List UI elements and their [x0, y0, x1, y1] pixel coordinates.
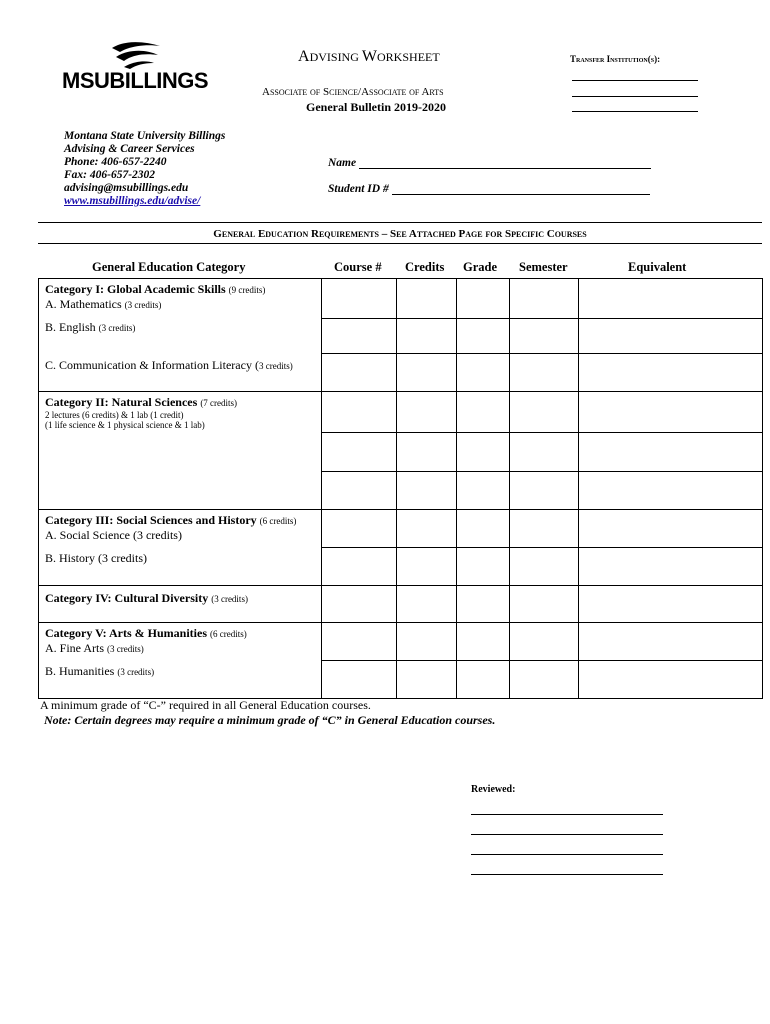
contact-fax: Fax: 406-657-2302 [64, 169, 156, 181]
category-1b-credits: (3 credits) [98, 323, 136, 333]
col-header-credits: Credits [405, 260, 445, 274]
equivalent-cell[interactable] [579, 433, 763, 472]
course-cell[interactable] [322, 279, 397, 319]
category-5a-credits: (3 credits) [107, 644, 144, 654]
semester-cell[interactable] [510, 319, 579, 354]
grade-cell[interactable] [457, 548, 510, 586]
page-title: ADVISING WORKSHEET [298, 48, 440, 65]
semester-cell[interactable] [510, 586, 579, 623]
transfer-institution-label: Transfer Institution(s): [570, 54, 661, 64]
grade-cell[interactable] [457, 279, 510, 319]
transfer-institution-line-2[interactable] [572, 96, 698, 97]
grade-cell[interactable] [457, 319, 510, 354]
category-1a-name: A. Mathematics [45, 297, 122, 311]
grade-cell[interactable] [457, 472, 510, 510]
category-5-cell [39, 623, 322, 699]
category-3-cell [39, 510, 322, 586]
student-id-input-line[interactable] [392, 184, 650, 195]
contact-phone: Phone: 406-657-2240 [64, 156, 167, 168]
course-cell[interactable] [322, 319, 397, 354]
semester-cell[interactable] [510, 510, 579, 548]
equivalent-cell[interactable] [579, 586, 763, 623]
name-field-row [328, 157, 651, 169]
table-row [39, 279, 763, 319]
semester-cell[interactable] [510, 354, 579, 392]
category-2-cell [39, 392, 322, 510]
reviewed-line-1[interactable] [471, 814, 663, 815]
category-1-name: Category I: Global Academic Skills [45, 282, 226, 296]
course-cell[interactable] [322, 623, 397, 661]
table-row [39, 586, 763, 623]
category-1c-credits: 3 credits) [258, 361, 293, 371]
credits-cell[interactable] [397, 433, 457, 472]
semester-cell[interactable] [510, 472, 579, 510]
col-header-course: Course # [334, 260, 382, 274]
table-row [39, 623, 763, 661]
equivalent-cell[interactable] [579, 548, 763, 586]
equivalent-cell[interactable] [579, 319, 763, 354]
category-3a-name: A. Social Science (3 credits) [45, 528, 182, 542]
equivalent-cell[interactable] [579, 623, 763, 661]
gen-ed-table [38, 278, 763, 699]
student-id-label: Student ID # [328, 183, 389, 195]
contact-website-link[interactable]: www.msubillings.edu/advise/ [64, 195, 201, 207]
reviewed-line-2[interactable] [471, 834, 663, 835]
transfer-institution-line-1[interactable] [572, 80, 698, 81]
top-divider [38, 222, 762, 223]
course-cell[interactable] [322, 548, 397, 586]
transfer-institution-line-3[interactable] [572, 111, 698, 112]
grade-cell[interactable] [457, 354, 510, 392]
category-3-name: Category III: Social Sciences and History [45, 513, 257, 527]
semester-cell[interactable] [510, 623, 579, 661]
logo-swoosh-icon [110, 42, 162, 70]
student-id-field-row [328, 183, 650, 195]
category-2-name: Category II: Natural Sciences [45, 395, 198, 409]
category-4-cell [39, 586, 322, 623]
course-cell[interactable] [322, 586, 397, 623]
credits-cell[interactable] [397, 661, 457, 699]
category-5-name: Category V: Arts & Humanities [45, 626, 207, 640]
equivalent-cell[interactable] [579, 279, 763, 319]
category-2-detail-1: 2 lectures (6 credits) & 1 lab (1 credit) [45, 410, 184, 420]
credits-cell[interactable] [397, 510, 457, 548]
table-row [39, 510, 763, 548]
bottom-divider [38, 243, 762, 244]
bulletin-subtitle: General Bulletin 2019-2020 [306, 100, 446, 114]
category-4-name: Category IV: Cultural Diversity [45, 591, 209, 605]
grade-cell[interactable] [457, 586, 510, 623]
credits-cell[interactable] [397, 319, 457, 354]
category-5b-credits: (3 credits) [117, 667, 155, 677]
course-cell[interactable] [322, 354, 397, 392]
course-cell[interactable] [322, 433, 397, 472]
equivalent-cell[interactable] [579, 661, 763, 699]
msu-billings-logo [62, 40, 214, 96]
name-input-line[interactable] [359, 158, 651, 169]
course-cell[interactable] [322, 392, 397, 433]
credits-cell[interactable] [397, 623, 457, 661]
contact-email: advising@msubillings.edu [64, 182, 189, 194]
gen-ed-heading: General Education Requirements – See Attached Page for Specific Courses [213, 228, 587, 240]
reviewed-line-3[interactable] [471, 854, 663, 855]
col-header-equivalent: Equivalent [628, 260, 687, 274]
grade-cell[interactable] [457, 510, 510, 548]
semester-cell[interactable] [510, 661, 579, 699]
category-2-credits: (7 credits) [200, 398, 238, 408]
degree-subtitle: Associate of Science/Associate of Arts [262, 86, 444, 98]
logo-text: MSUBILLINGS [62, 68, 209, 93]
category-4-credits: (3 credits) [211, 594, 248, 604]
category-5b-name: B. Humanities [45, 664, 115, 678]
credits-cell[interactable] [397, 354, 457, 392]
category-1c-name: C. Communication & Information Literacy ( [45, 358, 259, 372]
credits-cell[interactable] [397, 472, 457, 510]
category-3b-name: B. History (3 credits) [45, 551, 147, 565]
credits-cell[interactable] [397, 279, 457, 319]
equivalent-cell[interactable] [579, 354, 763, 392]
name-label: Name [328, 157, 357, 169]
equivalent-cell[interactable] [579, 472, 763, 510]
equivalent-cell[interactable] [579, 392, 763, 433]
grade-cell[interactable] [457, 623, 510, 661]
semester-cell[interactable] [510, 433, 579, 472]
equivalent-cell[interactable] [579, 510, 763, 548]
reviewed-line-4[interactable] [471, 874, 663, 875]
table-row [39, 392, 763, 433]
credits-cell[interactable] [397, 586, 457, 623]
semester-cell[interactable] [510, 392, 579, 433]
contact-block [64, 130, 225, 208]
course-cell[interactable] [322, 661, 397, 699]
grade-cell[interactable] [457, 392, 510, 433]
semester-cell[interactable] [510, 279, 579, 319]
credits-cell[interactable] [397, 392, 457, 433]
credits-cell[interactable] [397, 548, 457, 586]
category-2-detail-2: (1 life science & 1 physical science & 1 lab) [45, 420, 205, 430]
category-1-cell [39, 279, 322, 392]
course-cell[interactable] [322, 510, 397, 548]
min-grade-note: A minimum grade of “C-” required in all General Education courses. [40, 698, 371, 712]
category-1b-name: B. English [45, 320, 96, 334]
col-header-semester: Semester [519, 260, 568, 274]
grade-cell[interactable] [457, 661, 510, 699]
category-5a-name: A. Fine Arts [45, 641, 105, 655]
category-3-credits: (6 credits) [259, 516, 297, 526]
category-5-credits: (6 credits) [210, 629, 247, 639]
category-1a-credits: (3 credits) [124, 300, 162, 310]
course-cell[interactable] [322, 472, 397, 510]
col-header-category: General Education Category [92, 260, 246, 274]
category-1-credits: (9 credits) [228, 285, 266, 295]
semester-cell[interactable] [510, 548, 579, 586]
grade-cell[interactable] [457, 433, 510, 472]
contact-university: Montana State University Billings [64, 130, 226, 142]
degree-grade-note: Note: Certain degrees may require a minimum grade of “C” in General Education courses. [44, 713, 496, 727]
reviewed-label: Reviewed: [471, 784, 516, 795]
col-header-grade: Grade [463, 260, 498, 274]
contact-office: Advising & Career Services [64, 143, 195, 155]
